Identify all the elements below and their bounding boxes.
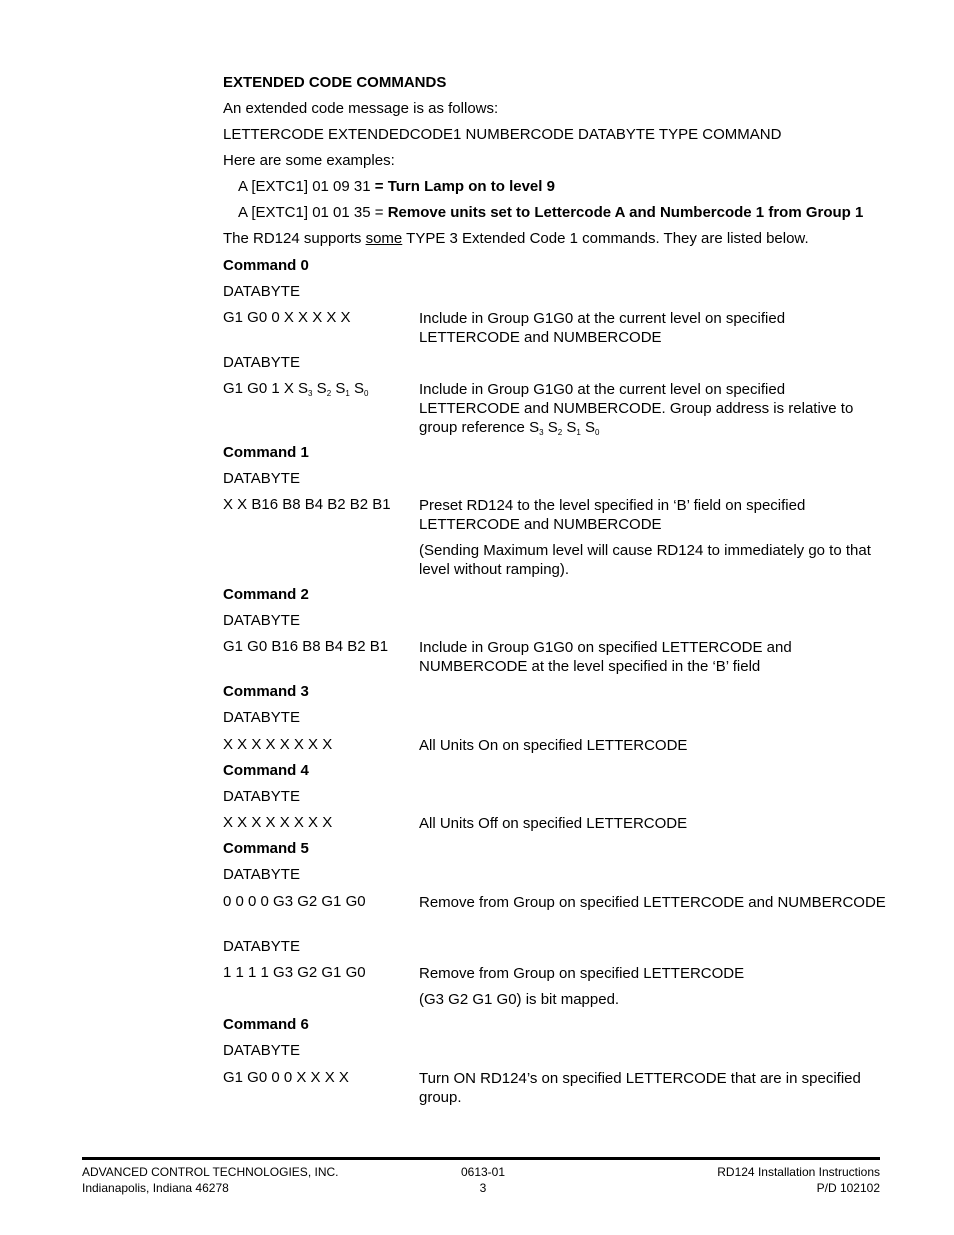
s-bit: S: [566, 419, 577, 436]
example-1: [238, 178, 555, 196]
subscript: 1: [576, 428, 581, 437]
command-0-code-2: [223, 380, 368, 398]
command-1-code: X X B16 B8 B4 B2 B2 B1: [223, 496, 391, 513]
command-0-code-1: G1 G0 0 X X X X X: [223, 309, 351, 326]
command-0-title: Command 0: [223, 257, 309, 274]
databyte-label: DATABYTE: [223, 354, 300, 371]
databyte-label: DATABYTE: [223, 283, 300, 300]
s-bit: S: [547, 419, 558, 436]
footer-left: [82, 1164, 338, 1196]
command-0-desc-1: Include in Group G1G0 at the current level on specified LETTERCODE and NUMBERCODE: [419, 310, 786, 346]
footer-doc-number: 0613-01: [460, 1165, 506, 1179]
supports-emphasis: some: [365, 230, 403, 247]
message-format: LETTERCODE EXTENDEDCODE1 NUMBERCODE DATABYTE TYPE COMMAND: [223, 126, 782, 143]
subscript: 0: [595, 428, 600, 437]
command-0-desc-2: [419, 380, 889, 437]
command-5-title: Command 5: [223, 840, 309, 857]
s-bit: S: [335, 380, 346, 397]
command-2-code: G1 G0 B16 B8 B4 B2 B1: [223, 638, 389, 655]
example-1-desc: = Turn Lamp on to level 9: [374, 178, 555, 195]
command-1-title: Command 1: [223, 444, 309, 461]
command-1-note: (Sending Maximum level will cause RD124 to immediately go to that level without ramping).: [419, 542, 871, 578]
supports-pre: The RD124 supports: [223, 230, 366, 247]
example-1-code: A [EXTC1] 01 09 31: [238, 178, 375, 195]
databyte-label: DATABYTE: [223, 1042, 300, 1059]
command-3-title: Command 3: [223, 683, 309, 700]
footer-rule: [82, 1157, 880, 1160]
example-2-desc: Remove units set to Lettercode A and Numbercode 1 from Group 1: [387, 204, 864, 221]
code-prefix: G1 G0 1 X S: [223, 380, 309, 397]
command-4-title: Command 4: [223, 762, 309, 779]
intro-text: An extended code message is as follows:: [223, 100, 499, 117]
desc-text: Include in Group G1G0 at the current level on specified LETTERCODE and NUMBERCODE. Group address is relative to group reference S: [419, 381, 854, 436]
databyte-label: DATABYTE: [223, 866, 300, 883]
footer-address: Indianapolis, Indiana 46278: [82, 1181, 229, 1195]
subscript: 3: [539, 428, 544, 437]
command-4-desc: All Units Off on specified LETTERCODE: [419, 815, 688, 832]
footer-right: [717, 1164, 880, 1196]
databyte-label: DATABYTE: [223, 709, 300, 726]
command-1-desc: Preset RD124 to the level specified in ‘B’ field on specified LETTERCODE and NUMBERCODE: [419, 497, 806, 533]
command-4-code: X X X X X X X X: [223, 814, 333, 831]
s-bit: S: [584, 419, 595, 436]
subscript: 2: [326, 389, 332, 398]
supports-post: TYPE 3 Extended Code 1 commands. They are listed below.: [402, 230, 809, 247]
databyte-label: DATABYTE: [223, 938, 300, 955]
footer-page-number: 3: [479, 1181, 487, 1195]
footer-doc-title: RD124 Installation Instructions: [717, 1165, 880, 1179]
command-3-code: X X X X X X X X: [223, 736, 333, 753]
command-5-desc-2: Remove from Group on specified LETTERCODE: [419, 965, 745, 982]
footer-center: [433, 1164, 533, 1196]
footer-part-number: P/D 102102: [816, 1181, 880, 1195]
databyte-label: DATABYTE: [223, 470, 300, 487]
subscript: 3: [308, 389, 313, 398]
s-bit: S: [353, 380, 364, 397]
example-2: [238, 204, 863, 222]
command-5-note: (G3 G2 G1 G0) is bit mapped.: [419, 991, 620, 1008]
examples-intro: Here are some examples:: [223, 152, 395, 169]
s-bit: S: [316, 380, 327, 397]
command-6-title: Command 6: [223, 1016, 309, 1033]
section-heading: EXTENDED CODE COMMANDS: [223, 74, 447, 91]
command-3-desc: All Units On on specified LETTERCODE: [419, 737, 688, 754]
databyte-label: DATABYTE: [223, 612, 300, 629]
footer-company: ADVANCED CONTROL TECHNOLOGIES, INC.: [82, 1165, 339, 1179]
supports-text: [223, 230, 809, 248]
command-2-title: Command 2: [223, 586, 309, 603]
subscript: 0: [363, 389, 369, 398]
command-5-code-1: 0 0 0 0 G3 G2 G1 G0: [223, 893, 366, 910]
command-5-desc-1: Remove from Group on specified LETTERCODE and NUMBERCODE: [419, 894, 886, 911]
example-2-code: A [EXTC1] 01 01 35 =: [238, 204, 388, 221]
command-6-desc: Turn ON RD124’s on specified LETTERCODE that are in specified group.: [419, 1070, 861, 1106]
command-5-code-2: 1 1 1 1 G3 G2 G1 G0: [223, 964, 366, 981]
databyte-label: DATABYTE: [223, 788, 300, 805]
subscript: 2: [557, 428, 563, 437]
subscript: 1: [345, 389, 350, 398]
command-6-code: G1 G0 0 0 X X X X: [223, 1069, 349, 1086]
command-2-desc: Include in Group G1G0 on specified LETTERCODE and NUMBERCODE at the level specified in the ‘B’ field: [419, 639, 792, 675]
